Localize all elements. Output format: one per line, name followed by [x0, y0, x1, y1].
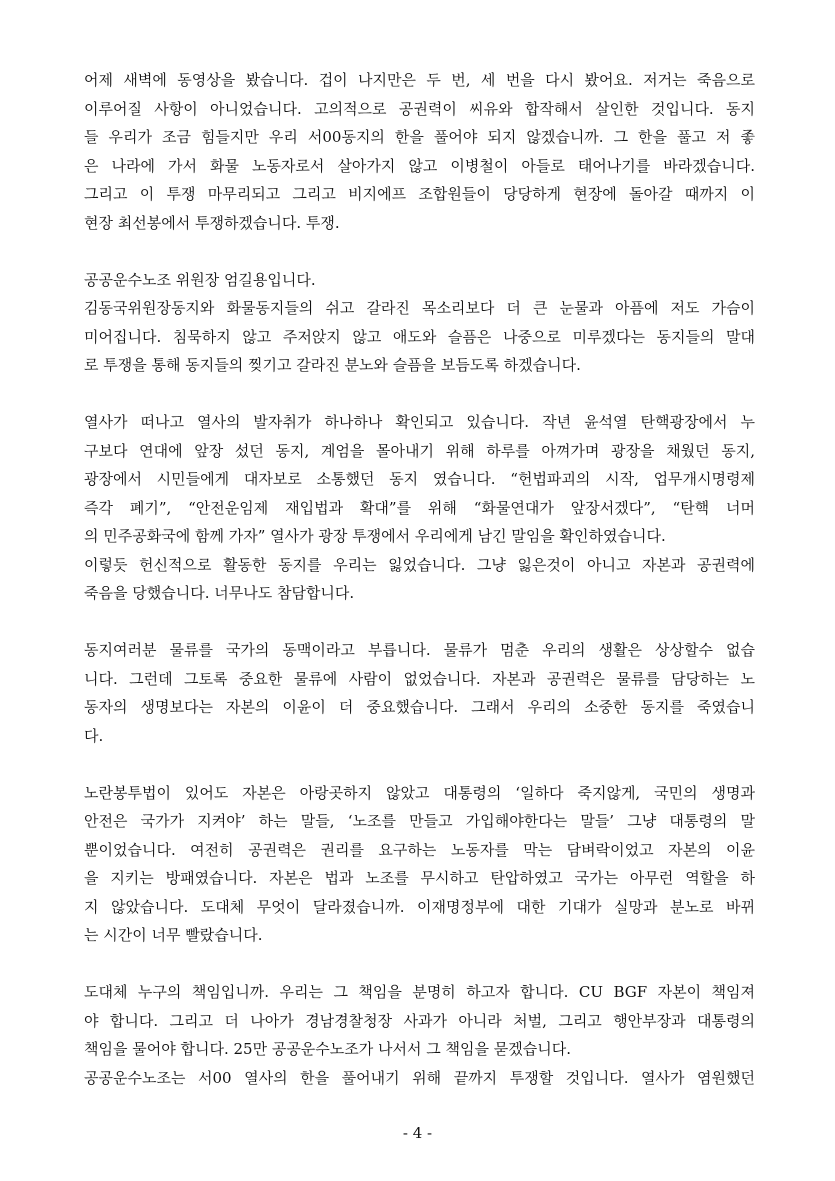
paragraph-3: [84, 294, 755, 380]
text-line: 지 않았습니다. 도대체 무엇이 달라졌습니까. 이재명정부에 대한 기대가 실망과 분노로 바뀌: [84, 897, 755, 916]
text-line: 죽음을 당했습니다. 너무나도 참담합니다.: [84, 584, 355, 602]
text-line: 책임을 물어야 합니다. 25만 공공운수노조가 나서서 그 책임을 묻겠습니다.: [84, 1040, 571, 1058]
text-line: 이루어질 사항이 아니었습니다. 고의적으로 공권력이 씨유와 합작해서 살인한 것입니다. 동지: [84, 99, 755, 118]
text-line: 이렇듯 헌신적으로 활동한 동지를 우리는 잃었습니다. 그냥 잃은것이 아니고 자본과 공권력에: [84, 555, 755, 574]
text-line: 공공운수노조 위원장 엄길용입니다.: [84, 270, 316, 289]
text-line: 안전은 국가가 지켜야’ 하는 말들, ‘노조를 만들고 가입해야한다는 말들’ 그냥 대통령의 말: [84, 812, 755, 830]
text-line: 들 우리가 조금 힘들지만 우리 서00동지의 한을 풀어야 되지 않겠습니까. 그 한을 풀고 저 좋: [84, 128, 755, 146]
text-line: 동지여러분 물류를 국가의 동맥이라고 부릅니다. 물류가 멈춘 우리의 생활은 상상할수 없습: [84, 641, 755, 659]
text-line: 즉각 폐기”, “안전운임제 재입법과 확대”를 위해 “화물연대가 앞장서겠다”, “탄핵 너머: [84, 498, 755, 517]
text-line: 어제 새벽에 동영상을 봤습니다. 겁이 나지만은 두 번, 세 번을 다시 봤어요. 저거는 죽음으로: [84, 71, 755, 89]
text-line: 미어집니다. 침묵하지 않고 주저앉지 않고 애도와 슬픔은 나중으로 미루겠다는 동지들의 말대: [84, 327, 755, 346]
text-line: 다.: [84, 726, 104, 745]
text-line: 로 투쟁을 통해 동지들의 찢기고 갈라진 분노와 슬픔을 보듬도록 하겠습니다.: [84, 356, 581, 374]
text-line: 뿐이었습니다. 여전히 공권력은 권리를 요구하는 노동자를 막는 담벼락이었고 자본의 이윤: [84, 840, 755, 859]
text-line: 야 합니다. 그리고 더 나아가 경남경찰청장 사과가 아니라 처벌, 그리고 행안부장과 대통령의: [84, 1011, 755, 1030]
text-line: 노란봉투법이 있어도 자본은 아랑곳하지 않았고 대통령의 ‘일하다 죽지않게, 국민의 생명과: [84, 783, 755, 802]
text-line: 동자의 생명보다는 자본의 이윤이 더 중요했습니다. 그래서 우리의 소중한 동지를 죽였습니: [84, 698, 755, 716]
text-line: 는 시간이 너무 빨랐습니다.: [84, 926, 263, 944]
paragraph-1: [84, 66, 755, 237]
paragraph-6: [84, 636, 755, 750]
document-body: [84, 66, 755, 1092]
text-line: 열사가 떠나고 열사의 발자취가 하나하나 확인되고 있습니다. 작년 윤석열 탄핵광장에서 누: [84, 413, 755, 431]
text-line: 광장에서 시민들에게 대자보로 소통했던 동지 였습니다. “헌법파괴의 시작, 업무개시명령제: [84, 470, 755, 488]
text-line: 김동국위원장동지와 화물동지들의 쉬고 갈라진 목소리보다 더 큰 눈물과 아픔에 저도 가슴이: [84, 299, 755, 317]
text-line: 공공운수노조는 서00 열사의 한을 풀어내기 위해 끝까지 투쟁할 것입니다. 열사가 염원했던: [84, 1068, 755, 1087]
text-line: 니다. 그런데 그토록 중요한 물류에 사람이 없었습니다. 자본과 공권력은 물류를 담당하는 노: [84, 669, 755, 688]
text-line: 구보다 연대에 앞장 섰던 동지, 계엄을 몰아내기 위해 하루를 아껴가며 광장을 채웠던 동지,: [84, 441, 755, 460]
page-number: - 4 -: [402, 1124, 433, 1142]
paragraph-4: [84, 408, 755, 551]
paragraph-7: [84, 779, 755, 950]
text-line: 의 민주공화국에 함께 가자” 열사가 광장 투쟁에서 우리에게 남긴 말임을 확인하였습니다.: [84, 527, 666, 545]
text-line: 도대체 누구의 책임입니까. 우리는 그 책임을 분명히 하고자 합니다. CU BGF 자본이 책임져: [84, 983, 755, 1001]
text-line: 은 나라에 가서 화물 노동자로서 살아가지 않고 이병철이 아들로 태어나기를 바라겠습니다.: [84, 156, 755, 175]
text-line: 그리고 이 투쟁 마무리되고 그리고 비지에프 조합원들이 당당하게 현장에 돌아갈 때까지 이: [84, 185, 755, 203]
paragraph-5: [84, 551, 755, 608]
text-line: 현장 최선봉에서 투쟁하겠습니다. 투쟁.: [84, 213, 340, 232]
paragraph-8: [84, 978, 755, 1092]
speaker-intro: [84, 266, 755, 295]
text-line: 을 지키는 방패였습니다. 자본은 법과 노조를 무시하고 탄압하였고 국가는 아무런 역할을 하: [84, 869, 755, 887]
